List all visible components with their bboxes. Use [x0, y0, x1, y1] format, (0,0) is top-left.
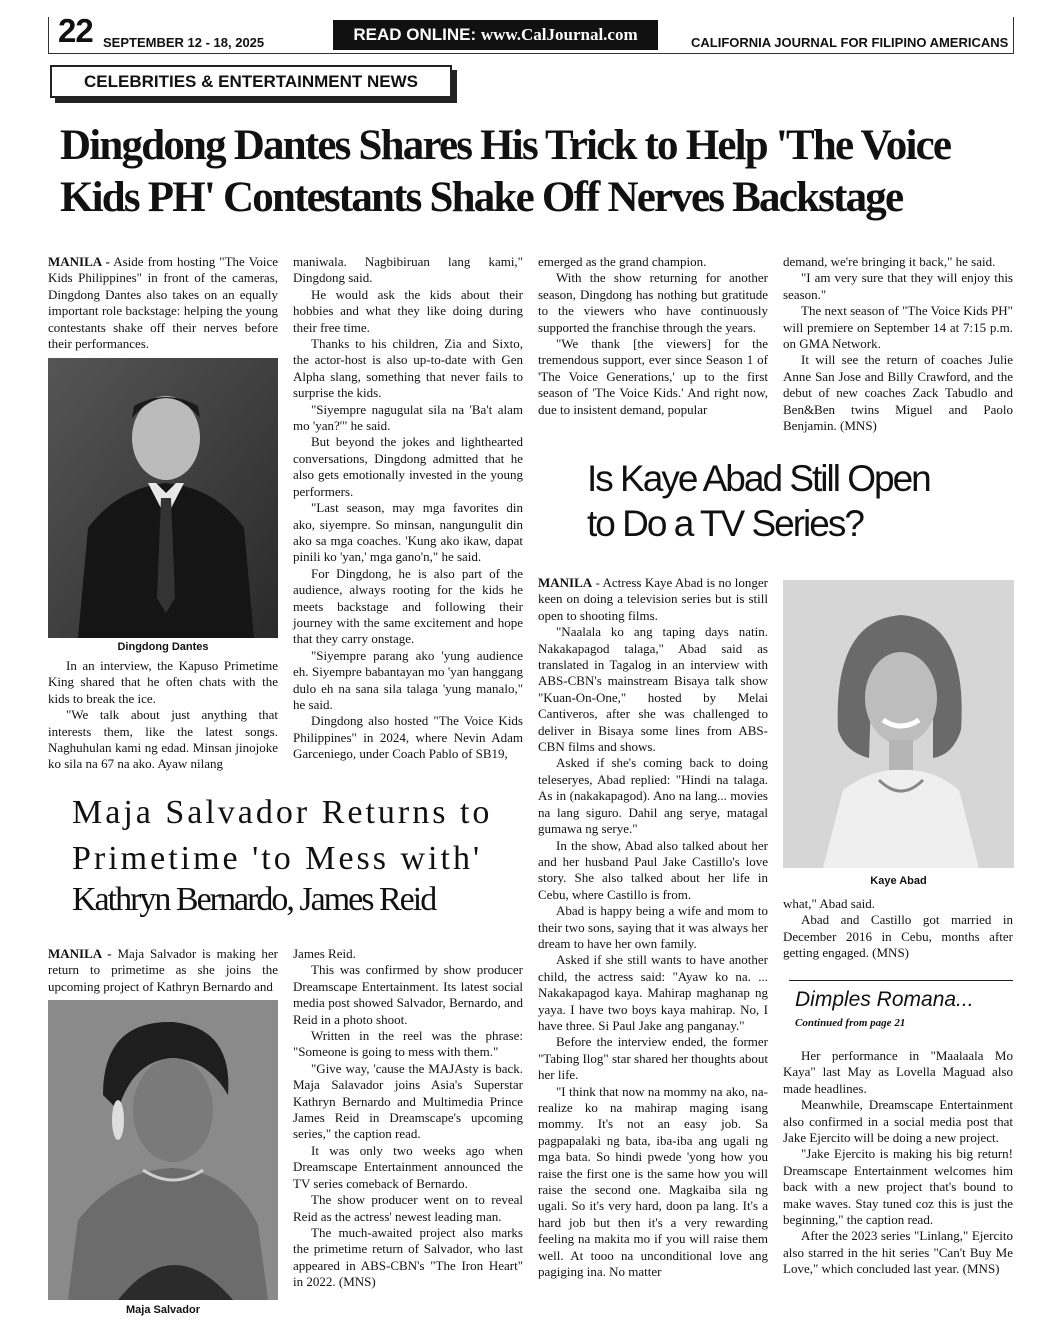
- article4-headline: Dimples Romana...: [795, 988, 974, 1011]
- read-online-banner[interactable]: [333, 20, 658, 50]
- dingdong-portrait-icon: [48, 358, 278, 638]
- article3-col2: [293, 946, 523, 1291]
- article3-paragraph: Written in the reel was the phrase: "Someone is going to mess with them.": [293, 1028, 523, 1060]
- article2-paragraph: Asked if she's coming back to doing teleseryes, Abad replied: "Hindi na talaga. As in (nakakapagod). Ano na lang... movies na lang siguro. Dahil ang serye, matagal gumawa ng serye.": [538, 755, 768, 837]
- maja-photo: [48, 1000, 278, 1300]
- article3-paragraph: This was confirmed by show producer Dreamscape Entertainment. Its latest social media post showed Salvador, Bernardo, and Reid in a photo shoot.: [293, 962, 523, 1027]
- article2-headline-line2: to Do a TV Series?: [587, 503, 863, 544]
- article4-col4: [783, 1048, 1013, 1278]
- dingdong-photo-caption: Dingdong Dantes: [117, 641, 209, 653]
- article1-headline: Dingdong Dantes Shares His Trick to Help 'The Voice Kids PH' Contestants Shake Off Nerves Backstage: [60, 122, 951, 221]
- dingdong-photo: [48, 358, 278, 638]
- article3-paragraph: James Reid.: [293, 946, 356, 961]
- article1-paragraph: demand, we're bringing it back," he said.: [783, 254, 996, 269]
- maja-photo-caption: Maja Salvador: [126, 1304, 200, 1316]
- issue-date: SEPTEMBER 12 - 18, 2025: [103, 35, 265, 50]
- article1-paragraph: But beyond the jokes and lighthearted conversations, Dingdong admitted that he also gets emotionally invested in the young performers.: [293, 434, 523, 499]
- article4-top-rule: [789, 980, 1013, 981]
- article1-paragraph: "We thank [the viewers] for the tremendous support, ever since Season 1 of 'The Voice Generations,' up to the first season of 'The Voice Kids.' And right now, due to insistent demand, popular: [538, 336, 768, 417]
- read-online-label: READ ONLINE:: [353, 25, 477, 44]
- maja-portrait-icon: [48, 1000, 278, 1300]
- article1-col1-top: [48, 254, 278, 352]
- article1-paragraph: "Siyempre parang ako 'yung audience eh. Siyempre babantayan mo 'yan hanggang dulo eh na sana sila talaga 'yung manalo," he said.: [293, 647, 523, 712]
- article2-paragraph: - Actress Kaye Abad is no longer keen on doing a television series but is still open to shooting films.: [538, 575, 768, 623]
- article1-paragraph: He would ask the kids about their hobbies and what they like doing during their free time.: [293, 286, 523, 335]
- article4-continued-note[interactable]: Continued from page 21: [795, 1017, 906, 1029]
- page-number: 22: [58, 12, 93, 49]
- article2-paragraph: "I think that now na mommy na ako, na-realize ko na mahirap maging isang mommy. It's not an easy job. Sa pagpapalaki ng bata, iba-iba ang ugali ng mga bata. So hindi pwede 'yong how you raise the first one is the same how you will raise the second one. Magkaiba sila ng ugali. So it's very hard, doon pa lang. It's a hard job but then it's a very rewarding feeling na makita mo if you will raise them well. At tooo na unconditional love ang pagiging ina. No matter: [538, 1083, 768, 1280]
- article4-paragraph: After the 2023 series "Linlang," Ejercito also starred in the hit series "Can't Buy Me Love," which concluded last year. (MNS): [783, 1228, 1013, 1277]
- article1-paragraph: Dingdong also hosted "The Voice Kids Philippines" in 2024, where Nevin Adam Garceniego, under Coach Pablo of SB19,: [293, 713, 523, 762]
- article3-headline-line1: Maja Salvador Returns to: [72, 794, 493, 831]
- article1-paragraph: "We talk about just anything that interests them, like the latest songs. Naghuhulan kami ng edad. Minsan jinojoke ko sila na 67 na ako. Ayaw nilang: [48, 707, 278, 772]
- article3-col1-top: [48, 946, 278, 995]
- article1-paragraph: "Siyempre nagugulat sila na 'Ba't alam mo 'yan?'" he said.: [293, 401, 523, 434]
- article2-paragraph: Before the interview ended, the former "Tabing Ilog" star shared her thoughts about her life.: [538, 1034, 768, 1083]
- article1-col1-bottom: [48, 658, 278, 773]
- article2-paragraph: what," Abad said.: [783, 896, 875, 911]
- article3-paragraph: The much-awaited project also marks the primetime return of Salvador, who last appeared in ABS-CBN's "The Iron Heart" in 2022. (MNS): [293, 1224, 523, 1290]
- article1-col2: [293, 254, 523, 763]
- article2-col3: [538, 575, 768, 1280]
- article3-headline-line3: Kathryn Bernardo, James Reid: [72, 881, 436, 918]
- article2-headline: [587, 456, 1007, 546]
- publication-name: CALIFORNIA JOURNAL FOR FILIPINO AMERICANS: [691, 35, 1009, 50]
- kaye-portrait-icon: [783, 580, 1014, 868]
- article1-col3: [538, 254, 768, 418]
- article1-paragraph: emerged as the grand champion.: [538, 254, 707, 269]
- article4-paragraph: Her performance in "Maalaala Mo Kaya" last May as Lovella Maguad also made headlines.: [783, 1048, 1013, 1096]
- article1-paragraph: "I am very sure that they will enjoy this season.": [783, 270, 1013, 302]
- article3-headline-line2: Primetime 'to Mess with': [72, 840, 483, 877]
- article2-paragraph: Abad is happy being a wife and mom to their two sons, saying that it was always her dream to have her own family.: [538, 903, 768, 951]
- article3-paragraph: The show producer went on to reveal Reid as the actress' newest leading man.: [293, 1192, 523, 1224]
- article1-paragraph: For Dingdong, he is also part of the audience, always rooting for the kids he meets backstage and following their journey with the same excitement and hope that they carry onstage.: [293, 565, 523, 647]
- article2-paragraph: Asked if she still wants to have another child, the actress said: "Ayaw ko na. ... Nakakapagod kaya. Mahirap maghanap ng yaya. I have two boys kaya mahirap. No, I have three. Si Paul Jake ang panganay.": [538, 952, 768, 1033]
- article3-paragraph: It was only two weeks ago when Dreamscape Entertainment announced the TV series comeback of Bernardo.: [293, 1142, 523, 1191]
- article3-headline: [72, 790, 522, 882]
- article2-col4: [783, 896, 1013, 962]
- article2-headline-line1: Is Kaye Abad Still Open: [587, 458, 930, 499]
- article1-col4: [783, 254, 1013, 434]
- article3-dateline: MANILA -: [48, 946, 112, 961]
- article1-paragraph: It will see the return of coaches Julie Anne San Jose and Billy Crawford, and the debut of new coaches Zack Tabudlo and Ben&Ben twins Miguel and Paolo Benjamin. (MNS): [783, 352, 1013, 434]
- article2-paragraph: In the show, Abad also talked about her and her husband Paul Jake Castillo's love story. She also talked about her life in Cebu, where Castillo is from.: [538, 837, 768, 902]
- article1-paragraph: With the show returning for another season, Dingdong has nothing but gratitude to the viewers who have continuously supported the franchise through the years.: [538, 270, 768, 335]
- article3-paragraph: "Give way, 'cause the MAJAsty is back. Maja Salavador joins Asia's Superstar Kathryn Bernardo and Multimedia Prince James Reid in Dreamscape's upcoming series," the caption read.: [293, 1060, 523, 1142]
- article2-dateline: MANILA: [538, 575, 593, 590]
- article2-paragraph: "Naalala ko ang taping days natin. Nakakapagod talaga," Abad said as translated in Tagalog in an interview with ABS-CBN's mainstream Bisaya talk show "Kuan-On-One," hosted by Melai Cantiveros, after she was challenged to deliver in Bisaya some lines from ABS-CBN films and shows.: [538, 624, 768, 755]
- section-title: CELEBRITIES & ENTERTAINMENT NEWS: [50, 65, 452, 98]
- article1-paragraph: maniwala. Nagbibiruan lang kami," Dingdong said.: [293, 254, 523, 286]
- article3-intro: Maja Salvador is making her return to primetime as she joins the upcoming project of Kathryn Bernardo and: [48, 946, 279, 994]
- article1-paragraph: "Last season, may mga favorites din ako, siyempre. So minsan, nangungulit din ako sa mga coaches. 'Kung ako ikaw, dapat pinili ko 'yan,' mga gano'n," he said.: [293, 500, 523, 565]
- article1-dateline: MANILA -: [48, 254, 110, 269]
- article1-paragraph: In an interview, the Kapuso Primetime King shared that he often chats with the kids to break the ice.: [48, 658, 278, 706]
- article2-paragraph: Abad and Castillo got married in December 2016 in Cebu, months after getting engaged. (MNS): [783, 912, 1013, 961]
- read-online-url[interactable]: www.CalJournal.com: [480, 25, 638, 44]
- article4-paragraph: "Jake Ejercito is making his big return! Dreamscape Entertainment welcomes him back with a new project that's bound to make waves. Stay tuned coz this is just the beginning," the caption read.: [783, 1146, 1013, 1228]
- article1-paragraph: The next season of "The Voice Kids PH" will premiere on September 14 at 7:15 p.m. on GMA Network.: [783, 303, 1013, 352]
- article4-paragraph: Meanwhile, Dreamscape Entertainment also confirmed in a social media post that Jake Ejercito will be doing a new project.: [783, 1097, 1013, 1146]
- article1-intro: Aside from hosting "The Voice Kids Philippines" in front of the cameras, Dingdong Dantes also takes on an equally important role backstage: helping the young contestants shake off their nerves before their performances.: [48, 254, 279, 352]
- kaye-photo: [783, 580, 1014, 868]
- article1-paragraph: Thanks to his children, Zia and Sixto, the actor-host is also up-to-date with Gen Alpha slang, something that never fails to surprise the kids.: [293, 336, 523, 401]
- kaye-photo-caption: Kaye Abad: [870, 875, 927, 887]
